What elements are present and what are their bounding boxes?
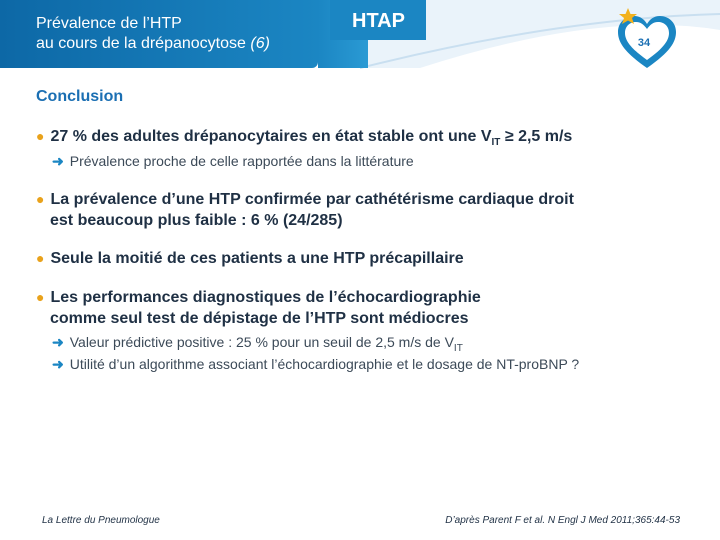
right-arrow-icon: ➜ — [52, 356, 64, 372]
slide-title-line1: Prévalence de l’HTP — [36, 15, 182, 32]
sub-bullet-subscript: IT — [453, 342, 463, 354]
bullet-dot-icon: ● — [36, 191, 45, 207]
bullet-text-continuation: comme seul test de dépistage de l’HTP sont médiocres — [50, 310, 469, 327]
sub-bullet-text: Valeur prédictive positive : 25 % pour un seuil de 2,5 m/s de V — [69, 334, 454, 350]
slide-title-reference: (6) — [250, 35, 270, 52]
bullet-text-continuation: est beaucoup plus faible : 6 % (24/285) — [50, 212, 343, 229]
bullet-item — [36, 126, 676, 153]
sub-bullet-item — [52, 355, 692, 374]
bullet-text-end: ≥ 2,5 m/s — [500, 128, 573, 145]
bullet-item — [36, 189, 676, 231]
bullet-dot-icon: ● — [36, 128, 45, 144]
slide-title-line2-text: au cours de la drépanocytose — [36, 35, 246, 52]
bullet-item — [36, 248, 676, 269]
page-number: 34 — [637, 37, 651, 49]
bullet-text: Seule la moitié de ces patients a une HTP précapillaire — [50, 250, 464, 267]
bullet-dot-icon: ● — [36, 289, 45, 305]
bullet-text: La prévalence d’une HTP confirmée par cathétérisme cardiaque droit — [50, 191, 574, 208]
footer-citation: D’après Parent F et al. N Engl J Med 2011;365:44-53 — [445, 515, 680, 526]
title-band — [0, 0, 318, 68]
slide-title-line2 — [36, 34, 270, 53]
sub-bullet-text: Prévalence proche de celle rapportée dans la littérature — [69, 153, 414, 169]
footer-journal: La Lettre du Pneumologue — [42, 515, 160, 526]
bullet-item — [36, 287, 676, 329]
section-label: HTAP — [352, 10, 405, 32]
section-heading: Conclusion — [36, 88, 124, 105]
slide-header — [0, 0, 720, 70]
bullet-dot-icon: ● — [36, 250, 45, 266]
right-arrow-icon: ➜ — [52, 334, 64, 350]
sub-bullet-item — [52, 152, 692, 171]
right-arrow-icon: ➜ — [52, 153, 64, 169]
sub-bullet-text: Utilité d’un algorithme associant l’échocardiographie et le dosage de NT-proBNP ? — [69, 356, 580, 372]
bullet-text: Les performances diagnostiques de l’échocardiographie — [50, 289, 481, 306]
bullet-subscript: IT — [491, 137, 501, 149]
bullet-text: 27 % des adultes drépanocytaires en état stable ont une V — [50, 128, 492, 145]
